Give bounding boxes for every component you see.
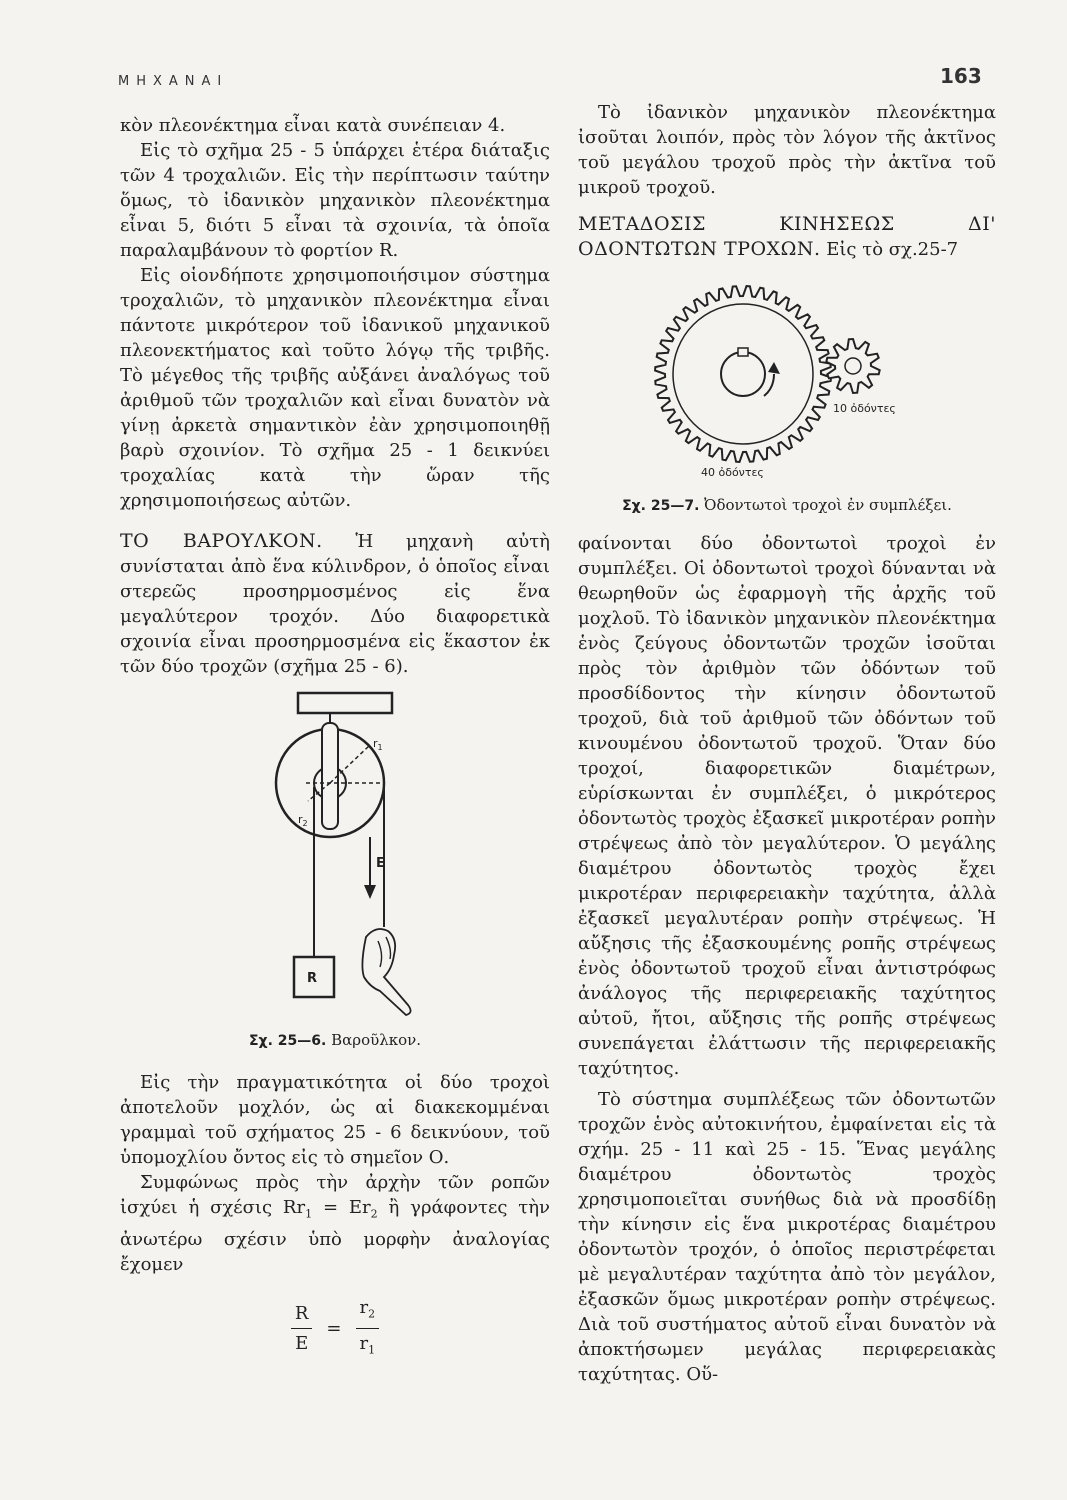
symbol: r [359,1296,369,1318]
subscript: 1 [368,1343,376,1357]
fraction-left [291,1301,313,1356]
figure-caption [120,1028,550,1054]
paragraph: φαίνονται δύο ὀδοντωτοὶ τροχοὶ ἐν συμπλέξει. Οἱ ὀδοντωτοὶ τροχοὶ δύνανται νὰ θεωρηθοῦν ὡς ἐφαρμογὴ τῆς ἀρχῆς τοῦ μοχλοῦ. Τὸ ἰδανικὸν μηχανικὸν πλεονέκτημα ἑνὸς ζεύγους ὀδοντωτῶν τροχῶν ἰσοῦται πρὸς τὸν ἀριθμὸν τῶν ὀδόντων τοῦ προσδίδοντος τὴν κίνησιν ὀδοντωτοῦ τροχοῦ, διὰ τοῦ ἀριθμοῦ τῶν ὀδόντων τοῦ κινουμένου ὀδοντωτοῦ τροχοῦ. Ὅταν δύο τροχοί, διαφορετικῶν διαμέτρων, εὑρίσκωνται ἐν συμπλέξει, ὁ μικρότερος ὀδοντωτὸς τροχὸς ἐξασκεῖ μικροτέραν ροπὴν στρέψεως ἀπὸ τὸν μεγαλύτερον. Ὁ μεγάλης διαμέτρου ὀδοντωτὸς τροχὸς ἔχει μικροτέραν περιφερειακὴν ταχύτητα, ἀλλὰ ἐξασκεῖ μεγαλυτέραν ροπὴν στρέψεως. Ἡ αὔξησις τῆς ἐξασκουμένης ροπῆς στρέψεως ἑνὸς ὀδοντωτοῦ τροχοῦ εἶναι ἀντιστρόφως ἀνάλογος τῆς περιφερειακῆς ταχύτητος αὐτοῦ, ἤτοι, αὔξησις τῆς ροπῆς στρέψεως συνεπάγεται ἐλάττωσιν τῆς περιφερειακῆς ταχύτητος. [578,533,996,1079]
large-gear-teeth [655,286,831,462]
figure-title: Βαροῦλκον. [331,1031,422,1049]
figure-caption [578,493,996,519]
text-run: ἢ γράφοντες τὴν ἀνωτέρω σχέσιν ὑπὸ μορφὴν ἀναλογίας ἔχομεν [120,1197,550,1275]
text-run: = Er [312,1197,371,1218]
windlass-diagram [120,687,550,1017]
label-large-gear: 40 ὀδόντες [701,466,764,479]
figure-number: Σχ. 25—6. [248,1033,327,1049]
label-effort-E: E [376,856,385,871]
denominator [356,1329,380,1363]
running-header: ΜΗΧΑΝΑΙ [118,74,229,89]
label-r1: $r_1$ [373,737,383,752]
section-heading: ΤΟ ΒΑΡΟΥΛΚΟΝ. [120,530,323,552]
numerator: R [291,1301,313,1329]
small-gear [826,339,879,393]
figure-title: Ὀδοντωτοὶ τροχοὶ ἐν συμπλέξει. [704,496,952,514]
paragraph: Τὸ ἰδανικὸν μηχανικὸν πλεονέκτημα ἰσοῦται λοιπόν, πρὸς τὸν λόγον τῆς ἀκτῖνος τοῦ μεγάλου τροχοῦ πρὸς τὴν ἀκτῖνα τοῦ μικροῦ τροχοῦ. [578,102,996,198]
paragraph: κὸν πλεονέκτημα εἶναι κατὰ συνέπειαν 4. [120,115,506,136]
equals-sign: = [326,1318,342,1340]
large-gear-hub [721,352,765,396]
text-run: Συμφώνως πρὸς τὴν ἀρχὴν τῶν ροπῶν ἰσχύει ἡ σχέσις Rr [120,1172,550,1218]
label-small-gear: 10 ὀδόντες [833,402,896,415]
paragraph [120,1170,550,1277]
denominator: E [295,1333,309,1355]
rotation-arrow-head [768,362,780,374]
figure-gears [578,270,996,519]
hand-fingers [378,937,391,967]
page-number: 163 [940,64,982,88]
keyway [738,348,748,356]
left-column [120,113,550,1363]
label-r2: $r_2$ [298,813,308,828]
small-gear-teeth [826,339,879,393]
section-text: Εἰς τὸ σχ.25-7 [826,239,959,260]
paragraph: Εἰς τὴν πραγματικότητα οἱ δύο τροχοὶ ἀποτελοῦν μοχλόν, ὡς αἱ διακεκομμέναι γραμμαὶ τοῦ σχήματος 25 - 6 δεικνύουν, τοῦ ὑπομοχλίου ὄντος εἰς τὸ σημεῖον Ο. [120,1072,550,1168]
formula [120,1295,550,1363]
section-paragraph [120,529,550,679]
section-paragraph [578,212,996,262]
large-gear [655,286,831,462]
fraction-right [356,1295,380,1363]
axle-bar [322,723,338,829]
force-arrow-head [364,885,376,899]
large-gear-rim [673,304,813,444]
section-heading: ΜΕΤΑΔΟΣΙΣ ΚΙΝΗΣΕΩΣ ΔΙ' ΟΔΟΝΤΩΤΩΝ ΤΡΟΧΩΝ. [578,213,996,260]
label-load-R: R [307,971,318,986]
support-beam [298,693,392,713]
figure-windlass [120,687,550,1054]
right-column [578,100,996,1387]
subscript: 1 [305,1207,313,1221]
paragraph: Εἰς τὸ σχῆμα 25 - 5 ὑπάρχει ἑτέρα διάταξις τῶν 4 τροχαλιῶν. Εἰς τὴν περίπτωσιν ταύτην ὅμως, τὸ ἰδανικὸν μηχανικὸν πλεονέκτημα εἶναι 5, διότι 5 εἶναι τὰ σχοινία, τὰ ὁποῖα παραλαμβάνουν τὸ φορτίον R. [120,140,550,261]
numerator [356,1295,380,1330]
hand-sketch [362,929,410,1015]
section-text: Ἡ μηχανὴ αὐτὴ συνίσταται ἀπὸ ἕνα κύλινδρον, ὁ ὁποῖος εἶναι στερεῶς προσηρμοσμένος εἰς ἕνα μεγαλύτερον τροχόν. Δύο διαφορετικὰ σχοινία εἶναι προσηρμοσμένα εἰς ἕκαστον ἐκ τῶν δύο τροχῶν (σχῆμα 25 - 6). [120,531,550,677]
gears-diagram [578,270,996,480]
symbol: r [359,1333,369,1355]
figure-number: Σχ. 25—7. [622,498,700,514]
paragraph: Τὸ σύστημα συμπλέξεως τῶν ὀδοντωτῶν τροχῶν ἑνὸς αὐτοκινήτου, ἐμφαίνεται εἰς τὰ σχήμ. 25 - 11 καὶ 25 - 15. Ἕνας μεγάλης διαμέτρου ὀδοντωτὸς τροχὸς χρησιμοποιεῖται συνήθως διὰ νὰ προσδίδῃ τὴν κίνησιν εἰς ἕνα μικροτέρας διαμέτρου ὀδοντωτὸν τροχόν, ὁ ὁποῖος περιστρέφεται μὲ μεγαλυτέραν ταχύτητα ἀπὸ τὸν μεγάλον, ἐξασκῶν ὅμως μικροτέραν ροπὴν στρέψεως. Διὰ τοῦ συστήματος αὐτοῦ εἶναι δυνατὸν νὰ ἀποκτήσωμεν μεγάλας περιφερειακὰς ταχύτητας. Οὕ- [578,1089,996,1385]
subscript: 2 [368,1307,376,1321]
paragraph: Εἰς οἱονδήποτε χρησιμοποιήσιμον σύστημα τροχαλιῶν, τὸ μηχανικὸν πλεονέκτημα εἶναι πάντοτε μικρότερον τοῦ ἰδανικοῦ μηχανικοῦ πλεονεκτήματος καὶ τοῦτο λόγῳ τῆς τριβῆς. Τὸ μέγεθος τῆς τριβῆς αὐξάνει ἀναλόγως τοῦ ἀριθμοῦ τῶν τροχαλιῶν καὶ εἶναι δυνατὸν νὰ γίνῃ ἀρκετὰ σημαντικὸν ἐὰν χρησιμοποιηθῇ βαρὺ σχοινίον. Τὸ σχῆμα 25 - 1 δεικνύει τροχαλίας κατὰ τὴν ὥραν τῆς χρησιμοποιήσεως αὐτῶν. [120,265,550,511]
subscript: 2 [370,1207,378,1221]
